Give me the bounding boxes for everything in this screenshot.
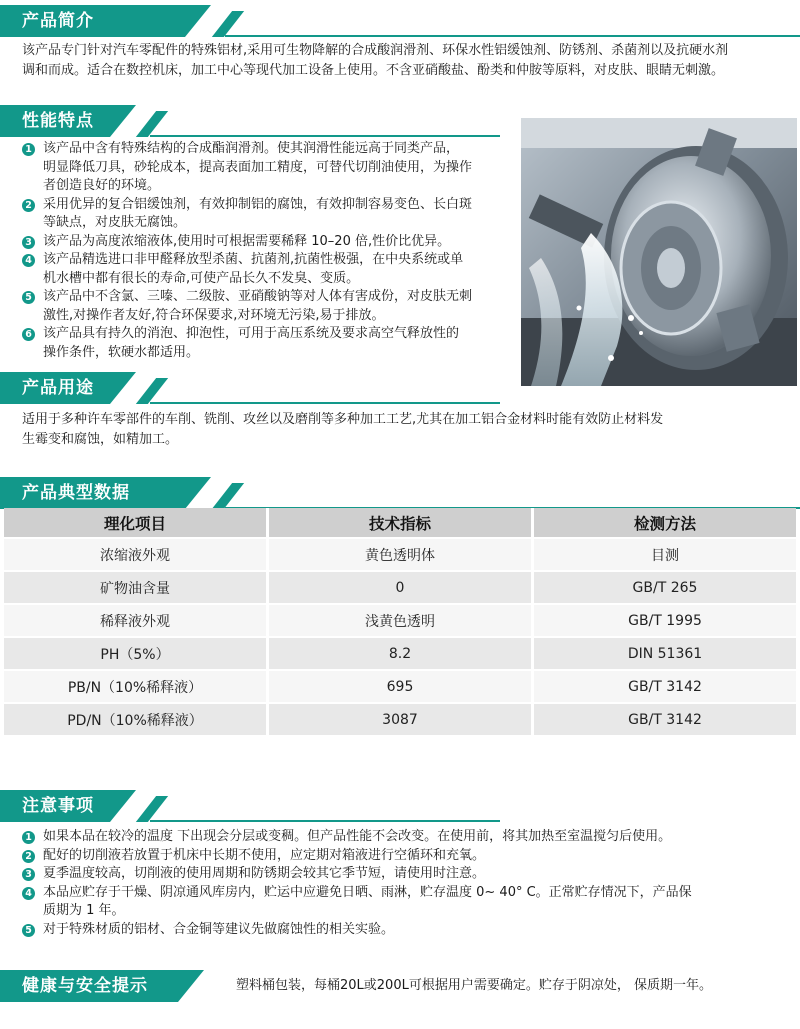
note-line: 如果本品在较冷的温度 下出现会分层或变稠。但产品性能不会改变。在使用前，将其加热至室温搅匀后使用。 <box>43 829 672 844</box>
feature-line: 该产品精选进口非甲醛释放型杀菌、抗菌剂,抗菌性极强，在中央系统或单 <box>43 252 464 267</box>
note-item <box>22 865 797 884</box>
usage-line: 生霉变和腐蚀，如精加工。 <box>22 432 179 447</box>
feature-line: 明显降低刀具，砂轮成本，提高表面加工精度，可替代切削油使用，为操作 <box>43 159 473 175</box>
number-badge-icon: 2 <box>22 850 35 863</box>
table-cell: 黄色透明体 <box>268 538 533 571</box>
section-title-intro: 产品简介 <box>22 11 94 31</box>
note-item <box>22 847 797 866</box>
table-cell: 浅黄色透明 <box>268 604 533 637</box>
feature-line: 该产品具有持久的消泡、抑泡性，可用于高压系统及要求高空气释放性的 <box>43 326 460 341</box>
section-title-notes: 注意事项 <box>22 796 94 816</box>
table-row <box>4 538 796 571</box>
table-cell: GB/T 3142 <box>533 670 797 703</box>
number-badge-icon: 1 <box>22 831 35 844</box>
number-badge-icon: 3 <box>22 236 35 249</box>
machining-spindle-image <box>521 118 797 386</box>
section-header-features <box>0 105 500 137</box>
number-badge-icon: 5 <box>22 291 35 304</box>
number-badge-icon: 4 <box>22 254 35 267</box>
note-item <box>22 921 797 940</box>
feature-item <box>22 251 514 288</box>
notes-list <box>22 828 797 939</box>
table-header-cell: 检测方法 <box>533 508 797 538</box>
table-header-row <box>4 508 796 538</box>
feature-line: 该产品中含有特殊结构的合成酯润滑剂。使其润滑性能远高于同类产品， <box>43 141 460 156</box>
section-header-intro <box>0 5 800 37</box>
note-line: 对于特殊材质的铝材、合金铜等建议先做腐蚀性的相关实验。 <box>43 921 395 937</box>
header-stripe <box>212 11 244 37</box>
table-cell: 浓缩液外观 <box>4 538 268 571</box>
product-photo <box>521 118 797 386</box>
table-cell: 稀释液外观 <box>4 604 268 637</box>
header-stripe <box>136 111 168 137</box>
section-header-notes <box>0 790 500 822</box>
header-rule <box>150 402 500 404</box>
table-cell: GB/T 1995 <box>533 604 797 637</box>
feature-line: 等缺点，对皮肤无腐蚀。 <box>43 215 187 230</box>
section-title-safety: 健康与安全提示 <box>22 976 148 996</box>
header-stripe <box>136 378 168 404</box>
number-badge-icon: 6 <box>22 328 35 341</box>
number-badge-icon: 2 <box>22 199 35 212</box>
table-cell: 695 <box>268 670 533 703</box>
header-stripe <box>212 483 244 509</box>
feature-line: 该产品为高度浓缩液体,使用时可根据需要稀释 10–20 倍,性价比优异。 <box>43 233 451 249</box>
section-title-features: 性能特点 <box>22 111 94 131</box>
usage-paragraph <box>22 410 797 450</box>
table-cell: 8.2 <box>268 637 533 670</box>
feature-item <box>22 233 514 252</box>
number-badge-icon: 5 <box>22 924 35 937</box>
number-badge-icon: 3 <box>22 868 35 881</box>
section-header-data <box>0 477 800 509</box>
table-cell: PB/N（10%稀释液） <box>4 670 268 703</box>
note-line: 本品应贮存于干燥、阴凉通风库房内，贮运中应避免日晒、雨淋，贮存温度 0~ 40° C。正常贮存情况下，产品保 <box>43 884 692 900</box>
note-item <box>22 828 797 847</box>
table-cell: GB/T 265 <box>533 571 797 604</box>
section-header-usage <box>0 372 500 404</box>
section-header-safety <box>0 970 210 1002</box>
feature-line: 者创造良好的环境。 <box>43 178 161 193</box>
feature-item <box>22 196 514 233</box>
note-item <box>22 884 797 921</box>
header-rule <box>225 35 800 37</box>
header-rule <box>150 135 500 137</box>
intro-line: 该产品专门针对汽车零配件的特殊铝材,采用可生物降解的合成酸润滑剂、环保水性铝缓蚀剂、防锈剂、杀菌剂以及抗硬水剂 <box>22 43 729 58</box>
intro-paragraph <box>22 41 797 81</box>
note-line: 质期为 1 年。 <box>43 903 125 918</box>
section-title-data: 产品典型数据 <box>22 483 130 503</box>
header-stripe <box>136 796 168 822</box>
table-row <box>4 604 796 637</box>
table-cell: 0 <box>268 571 533 604</box>
feature-line: 激性,对操作者友好,符合环保要求,对环境无污染,易于排放。 <box>43 307 385 323</box>
usage-line: 适用于多种许车零部件的车削、铣削、攻丝以及磨削等多种加工工艺,尤其在加工铝合金材料时能有效防止材料发 <box>22 412 664 427</box>
table-row <box>4 703 796 735</box>
table-cell: 矿物油含量 <box>4 571 268 604</box>
table-row <box>4 637 796 670</box>
table-cell: DIN 51361 <box>533 637 797 670</box>
table-cell: 目测 <box>533 538 797 571</box>
table-header-cell: 理化项目 <box>4 508 268 538</box>
section-title-usage: 产品用途 <box>22 378 94 398</box>
header-rule <box>150 820 500 822</box>
note-line: 配好的切削液若放置于机床中长期不使用，应定期对箱液进行空循环和充氧。 <box>43 847 486 863</box>
safety-text: 塑料桶包装，每桶20L或200L可根据用户需要确定。贮存于阴凉处， 保质期一年。 <box>236 978 712 993</box>
table-cell: PH（5%） <box>4 637 268 670</box>
feature-line: 机水槽中都有很长的寿命,可使产品长久不发臭、变质。 <box>43 270 360 286</box>
feature-line: 采用优异的复合铝缓蚀剂，有效抑制铝的腐蚀，有效抑制容易变色、长白斑 <box>43 196 473 212</box>
typical-data-table <box>4 508 796 735</box>
feature-item <box>22 288 514 325</box>
feature-line: 该产品中不含氯、三嗪、二级胺、亚硝酸钠等对人体有害成份，对皮肤无刺 <box>43 289 473 304</box>
feature-item <box>22 140 514 196</box>
table-row <box>4 571 796 604</box>
number-badge-icon: 1 <box>22 143 35 156</box>
features-list <box>22 140 514 362</box>
feature-item <box>22 325 514 362</box>
table-row <box>4 670 796 703</box>
intro-line: 调和而成。适合在数控机床，加工中心等现代加工设备上使用。不含亚硝酸盐、酚类和仲胺等原料，对皮肤、眼睛无刺激。 <box>22 63 725 78</box>
number-badge-icon: 4 <box>22 887 35 900</box>
table-cell: 3087 <box>268 703 533 735</box>
table-cell: GB/T 3142 <box>533 703 797 735</box>
table-header-cell: 技术指标 <box>268 508 533 538</box>
table-cell: PD/N（10%稀释液） <box>4 703 268 735</box>
feature-line: 操作条件，软硬水都适用。 <box>43 344 200 360</box>
note-line: 夏季温度较高，切削液的使用周期和防锈期会较其它季节短，请使用时注意。 <box>43 866 486 881</box>
